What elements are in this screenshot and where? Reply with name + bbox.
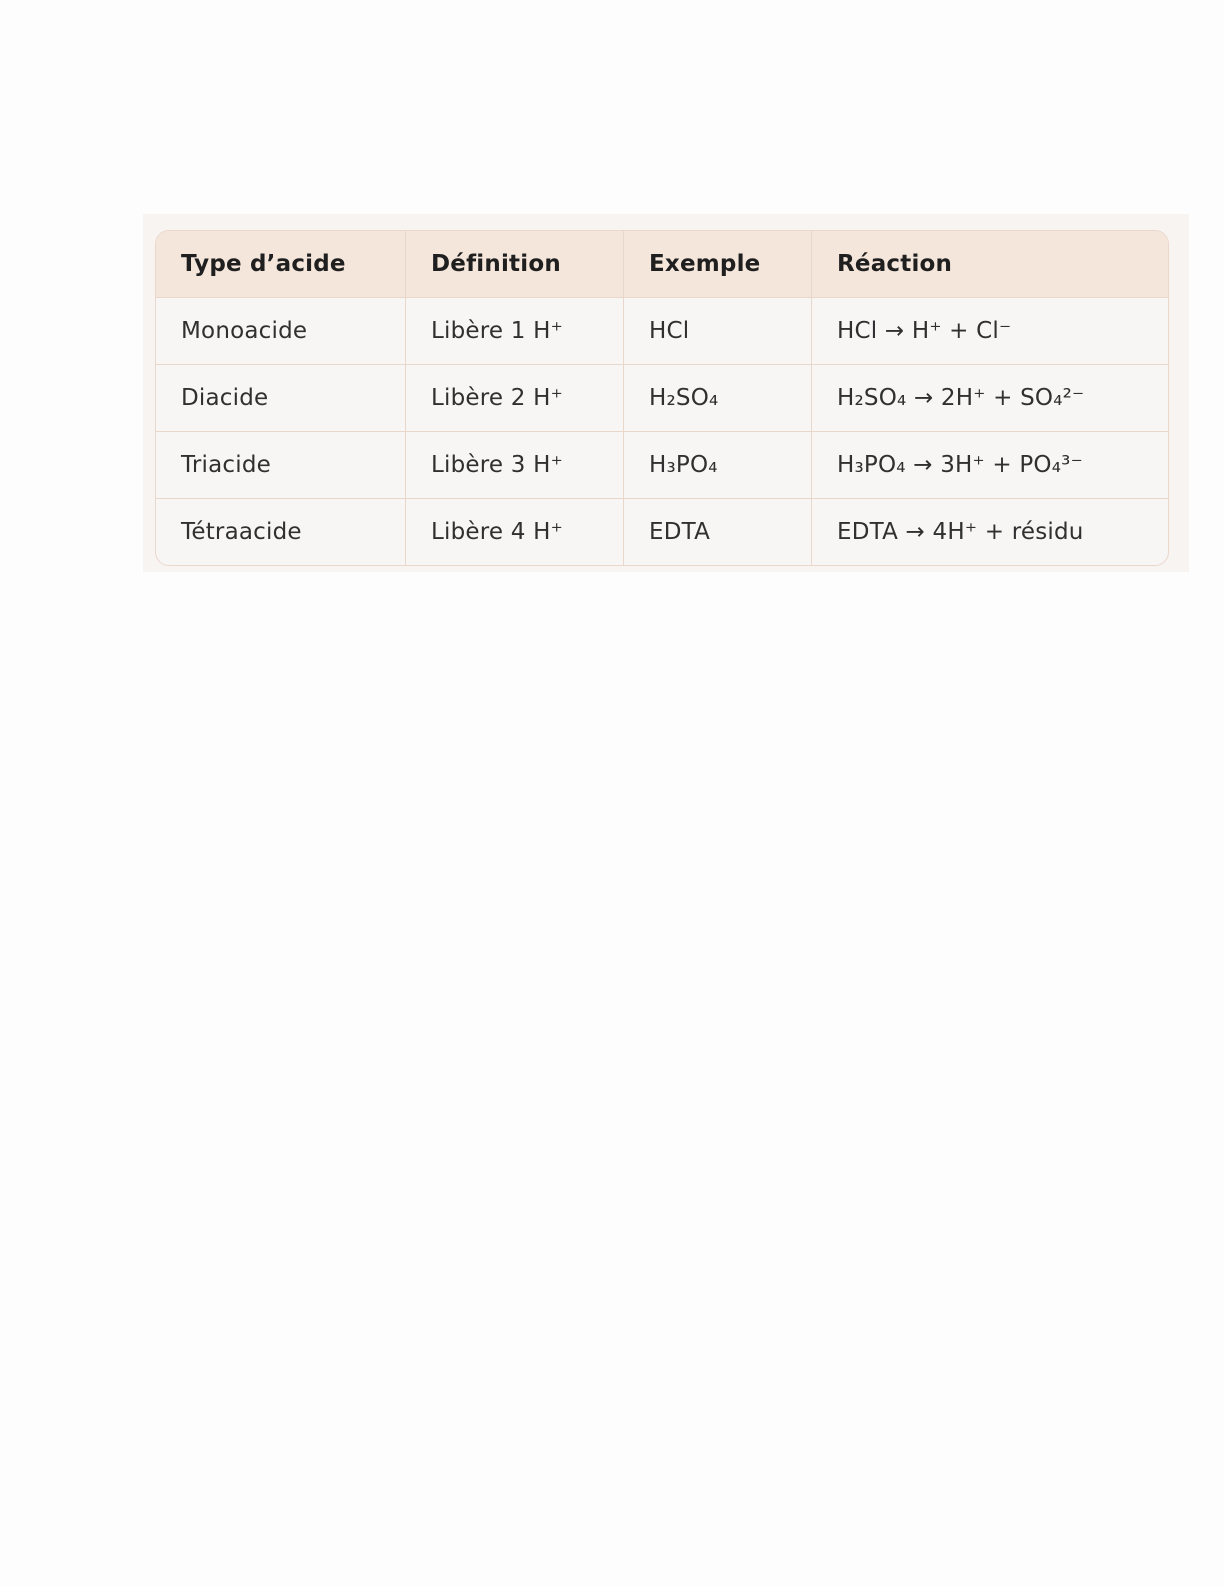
header-cell-type: Type d’acide xyxy=(156,231,406,297)
table-header-row xyxy=(156,231,1168,298)
cell-definition: Libère 1 H⁺ xyxy=(406,298,624,364)
cell-reaction: HCl → H⁺ + Cl⁻ xyxy=(837,318,1012,344)
table-row xyxy=(156,365,1168,432)
cell-example: H₃PO₄ xyxy=(624,432,812,498)
table-frame xyxy=(143,214,1189,572)
table-row xyxy=(156,432,1168,499)
cell-reaction: H₂SO₄ → 2H⁺ + SO₄²⁻ xyxy=(837,385,1085,411)
header-cell-definition: Définition xyxy=(406,231,624,297)
table-row xyxy=(156,499,1168,565)
cell-example: EDTA xyxy=(624,499,812,565)
cell-example: H₂SO₄ xyxy=(624,365,812,431)
cell-type: Monoacide xyxy=(156,298,406,364)
cell-reaction: EDTA → 4H⁺ + résidu xyxy=(837,519,1084,545)
cell-definition: Libère 3 H⁺ xyxy=(406,432,624,498)
acid-types-table xyxy=(155,230,1169,566)
header-cell-example: Exemple xyxy=(624,231,812,297)
header-cell-reaction: Réaction xyxy=(837,251,953,277)
cell-definition: Libère 2 H⁺ xyxy=(406,365,624,431)
cell-type: Triacide xyxy=(156,432,406,498)
table-row xyxy=(156,298,1168,365)
cell-example: HCl xyxy=(624,298,812,364)
cell-definition: Libère 4 H⁺ xyxy=(406,499,624,565)
cell-type: Tétraacide xyxy=(156,499,406,565)
cell-reaction: H₃PO₄ → 3H⁺ + PO₄³⁻ xyxy=(837,452,1083,478)
cell-type: Diacide xyxy=(156,365,406,431)
